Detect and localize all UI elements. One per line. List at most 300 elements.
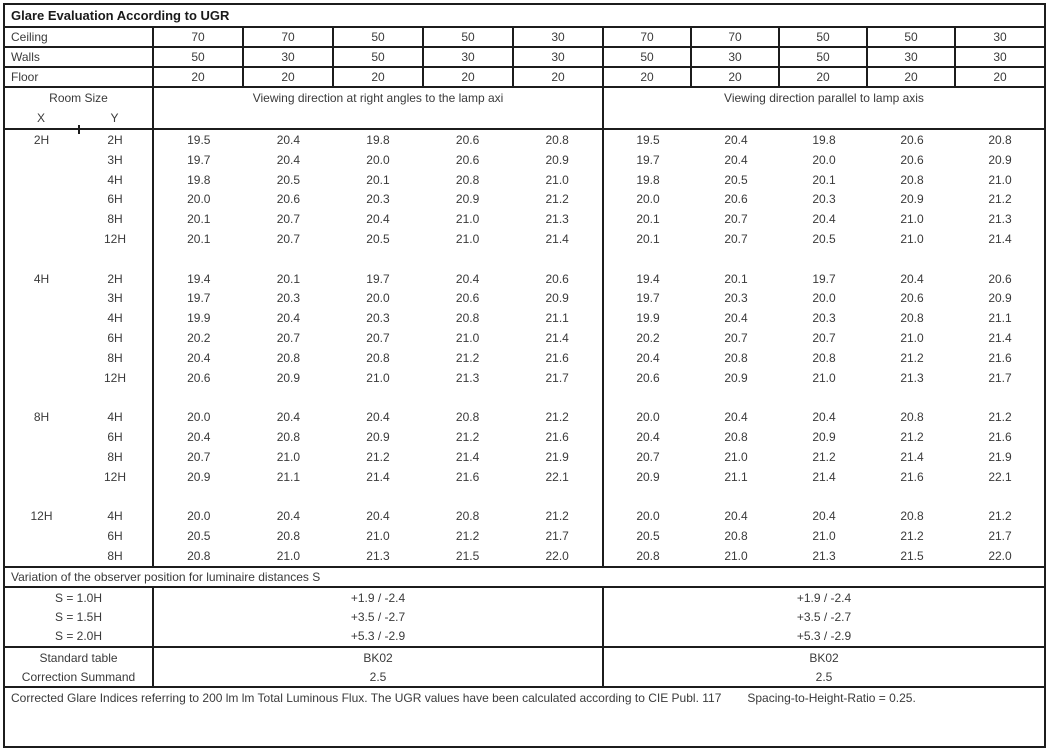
ugr-value: 19.9 — [187, 311, 211, 326]
surface-value: 20 — [154, 68, 244, 86]
ugr-value: 21.0 — [988, 172, 1012, 187]
ugr-value: 20.3 — [276, 291, 301, 306]
ugr-value: 20.5 — [276, 172, 301, 187]
room-y-label: 6H — [78, 189, 154, 209]
ugr-values-left — [154, 546, 604, 566]
ugr-values-right — [604, 546, 1044, 566]
ugr-value: 19.7 — [812, 271, 836, 286]
ugr-value: 20.5 — [636, 529, 660, 544]
room-y-label: 4H — [78, 308, 154, 328]
table-row — [5, 447, 1044, 467]
ugr-values-left — [154, 308, 604, 328]
surface-value: 70 — [154, 28, 244, 46]
room-x-label — [5, 308, 78, 328]
ugr-values-left — [154, 328, 604, 348]
surface-value: 20 — [514, 68, 604, 86]
ugr-value: 20.8 — [276, 529, 301, 544]
table-row — [5, 308, 1044, 328]
ugr-value: 20.8 — [276, 430, 301, 445]
ugr-value: 20.8 — [724, 529, 748, 544]
ugr-values-right — [604, 189, 1044, 209]
room-y-label: 8H — [78, 447, 154, 467]
ugr-value: 21.0 — [812, 529, 836, 544]
room-y-label — [78, 388, 154, 408]
ugr-values-left — [154, 427, 604, 447]
surface-value: 30 — [993, 30, 1007, 44]
ugr-value: 21.4 — [545, 331, 569, 346]
ugr-value: 20.4 — [276, 410, 301, 425]
ugr-value: 21.1 — [545, 311, 569, 326]
room-x-label — [5, 447, 78, 467]
ugr-value: 20.6 — [276, 192, 301, 207]
spacer-row — [5, 487, 1044, 507]
ugr-values-right — [604, 388, 1044, 408]
ugr-value: 21.4 — [900, 449, 924, 464]
room-y-label: 2H — [78, 269, 154, 289]
ugr-value: 20.6 — [900, 291, 924, 306]
ugr-value: 20.9 — [455, 192, 480, 207]
ugr-value: 20.0 — [812, 152, 836, 167]
surface-value: 20 — [692, 68, 780, 86]
ugr-value: 20.0 — [187, 410, 211, 425]
room-x-label — [5, 170, 78, 190]
left-section-header: Viewing direction at right angles to the lamp axi — [154, 88, 604, 128]
table-row — [5, 526, 1044, 546]
table-row — [5, 289, 1044, 309]
ugr-value: 20.9 — [187, 469, 211, 484]
ugr-values-right — [604, 289, 1044, 309]
surface-value: 70 — [244, 28, 334, 46]
spacer-row — [5, 249, 1044, 269]
ugr-value: 19.5 — [636, 132, 660, 147]
ugr-value: 21.1 — [276, 469, 301, 484]
x-column-header: X — [37, 111, 46, 125]
ugr-value: 21.2 — [455, 350, 480, 365]
ugr-value: 20.1 — [276, 271, 301, 286]
ugr-value: 21.0 — [812, 370, 836, 385]
ugr-value: 21.0 — [724, 548, 748, 563]
ugr-value: 21.6 — [545, 350, 569, 365]
ugr-value: 20.1 — [366, 172, 390, 187]
page-title: Glare Evaluation According to UGR — [5, 5, 1044, 28]
variation-row-value-left: +5.3 / -2.9 — [154, 627, 604, 646]
surface-value: 30 — [244, 48, 334, 66]
ugr-value: 19.8 — [636, 172, 660, 187]
table-row — [5, 467, 1044, 487]
ugr-value: 19.7 — [187, 291, 211, 306]
room-x-label — [5, 229, 78, 249]
summary-row-value-right: BK02 — [809, 650, 839, 665]
table-row — [5, 546, 1044, 566]
observer-variation-rows — [5, 588, 1044, 648]
ugr-value: 20.3 — [812, 192, 836, 207]
ugr-value: 20.7 — [276, 331, 301, 346]
ugr-value: 20.1 — [187, 212, 211, 227]
ugr-value: 21.4 — [545, 231, 569, 246]
surface-label: Walls — [5, 48, 154, 66]
ugr-value: 19.8 — [366, 132, 390, 147]
room-x-label — [5, 546, 78, 566]
ugr-value: 20.9 — [988, 291, 1012, 306]
ugr-value: 21.6 — [900, 469, 924, 484]
room-y-label: 6H — [78, 328, 154, 348]
ugr-value: 20.4 — [187, 430, 211, 445]
ugr-value: 20.9 — [988, 152, 1012, 167]
surface-value: 20 — [244, 68, 334, 86]
ugr-values-right — [604, 170, 1044, 190]
ugr-values-left — [154, 467, 604, 487]
surface-value: 50 — [868, 28, 956, 46]
ugr-value: 20.7 — [724, 331, 748, 346]
ugr-value: 20.7 — [276, 231, 301, 246]
table-row — [5, 328, 1044, 348]
surface-value: 30 — [424, 48, 514, 66]
surface-row — [5, 48, 1044, 68]
table-row — [5, 209, 1044, 229]
room-x-label — [5, 526, 78, 546]
ugr-value: 20.9 — [636, 469, 660, 484]
ugr-value: 19.8 — [812, 132, 836, 147]
variation-row-label: S = 1.5H — [5, 607, 154, 626]
ugr-value: 20.3 — [366, 192, 390, 207]
ugr-value: 20.7 — [724, 212, 748, 227]
ugr-value: 20.0 — [366, 152, 390, 167]
variation-row — [5, 627, 1044, 646]
ugr-value: 20.4 — [724, 311, 748, 326]
ugr-values-left — [154, 249, 604, 269]
ugr-value: 20.4 — [812, 212, 836, 227]
ugr-value: 21.1 — [988, 311, 1012, 326]
variation-row-value-right: +5.3 / -2.9 — [796, 629, 852, 644]
room-y-label: 12H — [78, 229, 154, 249]
room-x-label — [5, 189, 78, 209]
ugr-value: 21.3 — [900, 370, 924, 385]
ugr-value: 21.0 — [455, 212, 480, 227]
surface-value: 70 — [604, 28, 692, 46]
surface-value: 20 — [604, 68, 692, 86]
room-x-label — [5, 249, 78, 269]
ugr-values-left — [154, 189, 604, 209]
variation-row-value-left: +1.9 / -2.4 — [154, 588, 604, 607]
ugr-value: 21.3 — [366, 548, 390, 563]
ugr-values-right — [604, 407, 1044, 427]
ugr-value: 21.0 — [276, 548, 301, 563]
variation-row-label: S = 2.0H — [5, 627, 154, 646]
ugr-value: 20.5 — [187, 529, 211, 544]
room-size-header — [5, 88, 154, 128]
room-x-label — [5, 487, 78, 507]
ugr-values-right — [604, 487, 1044, 507]
ugr-value: 21.2 — [545, 410, 569, 425]
ugr-value: 20.4 — [724, 509, 748, 524]
footer-note — [5, 688, 1044, 746]
table-row — [5, 170, 1044, 190]
ugr-value: 20.1 — [636, 231, 660, 246]
ugr-value: 21.9 — [988, 449, 1012, 464]
table-row — [5, 189, 1044, 209]
room-x-label — [5, 467, 78, 487]
room-y-label: 4H — [78, 170, 154, 190]
room-y-label: 6H — [78, 427, 154, 447]
ugr-values-right — [604, 447, 1044, 467]
ugr-value: 20.4 — [724, 410, 748, 425]
ugr-value: 21.2 — [455, 430, 480, 445]
summary-row-value-left: 2.5 — [154, 667, 604, 686]
spacer-row — [5, 388, 1044, 408]
ugr-value: 21.2 — [988, 410, 1012, 425]
ugr-value: 21.7 — [545, 529, 569, 544]
ugr-value: 20.9 — [900, 192, 924, 207]
ugr-values-left — [154, 209, 604, 229]
ugr-value: 21.4 — [455, 449, 480, 464]
ugr-value: 21.7 — [988, 529, 1012, 544]
footer-text: Corrected Glare Indices referring to 200 lm lm Total Luminous Flux. The UGR values have been calculated according to CIE Publ. 117 — [11, 691, 722, 705]
ugr-value: 20.8 — [812, 350, 836, 365]
room-x-label: 2H — [33, 132, 50, 147]
ugr-values-right — [604, 269, 1044, 289]
ugr-value: 20.6 — [900, 152, 924, 167]
ugr-value: 20.8 — [187, 548, 211, 563]
ugr-value: 21.0 — [366, 529, 390, 544]
ugr-value: 20.0 — [187, 509, 211, 524]
ugr-value: 20.9 — [276, 370, 301, 385]
ugr-value: 20.1 — [187, 231, 211, 246]
ugr-values-right — [604, 467, 1044, 487]
ugr-value: 20.1 — [636, 212, 660, 227]
ugr-value: 20.8 — [900, 410, 924, 425]
table-header-row — [5, 88, 1044, 130]
y-column-header: Y — [110, 111, 119, 125]
ugr-value: 21.2 — [545, 509, 569, 524]
ugr-value: 20.3 — [724, 291, 748, 306]
ugr-value: 19.7 — [366, 271, 390, 286]
ugr-value: 20.7 — [276, 212, 301, 227]
room-y-label: 8H — [78, 209, 154, 229]
ugr-value: 22.0 — [988, 548, 1012, 563]
ugr-value: 20.4 — [636, 350, 660, 365]
ugr-value: 20.4 — [812, 410, 836, 425]
ugr-value: 21.1 — [724, 469, 748, 484]
room-x-label — [5, 328, 78, 348]
ugr-value: 21.2 — [988, 509, 1012, 524]
ugr-value: 21.4 — [812, 469, 836, 484]
surface-value: 30 — [692, 48, 780, 66]
ugr-value: 20.8 — [455, 311, 480, 326]
ugr-value: 20.9 — [724, 370, 748, 385]
ugr-value: 20.6 — [636, 370, 660, 385]
ugr-value: 20.2 — [187, 331, 211, 346]
table-row — [5, 150, 1044, 170]
ugr-value: 20.4 — [366, 410, 390, 425]
ugr-value: 20.6 — [724, 192, 748, 207]
ugr-value: 19.7 — [187, 152, 211, 167]
room-x-label: 8H — [33, 410, 50, 425]
ugr-value: 20.4 — [724, 152, 748, 167]
ugr-values-left — [154, 388, 604, 408]
ugr-value: 22.0 — [545, 548, 569, 563]
ugr-value: 20.9 — [545, 291, 569, 306]
room-x-label — [5, 348, 78, 368]
ugr-value: 20.8 — [455, 410, 480, 425]
summary-rows — [5, 648, 1044, 688]
ugr-value: 20.4 — [276, 311, 301, 326]
ugr-value: 20.4 — [187, 350, 211, 365]
ugr-value: 20.4 — [276, 132, 301, 147]
room-y-label: 8H — [78, 546, 154, 566]
ugr-value: 20.4 — [366, 509, 390, 524]
variation-row-value-right: +3.5 / -2.7 — [796, 609, 852, 624]
ugr-value: 21.0 — [724, 449, 748, 464]
ugr-value: 20.6 — [988, 271, 1012, 286]
room-x-label — [5, 150, 78, 170]
ugr-value: 20.6 — [455, 291, 480, 306]
ugr-value: 22.1 — [988, 469, 1012, 484]
ugr-value: 20.3 — [366, 311, 390, 326]
ugr-value: 20.8 — [636, 548, 660, 563]
ugr-value: 20.0 — [636, 192, 660, 207]
ugr-value: 19.9 — [636, 311, 660, 326]
ugr-value: 21.5 — [455, 548, 480, 563]
ugr-value: 21.6 — [455, 469, 480, 484]
surface-value: 30 — [514, 28, 604, 46]
summary-row-label: Standard table — [5, 648, 154, 667]
ugr-value: 20.4 — [455, 271, 480, 286]
ugr-value: 21.2 — [900, 529, 924, 544]
ugr-value: 20.8 — [900, 509, 924, 524]
room-x-label: 12H — [30, 509, 53, 524]
ugr-value: 19.7 — [636, 152, 660, 167]
room-y-label: 4H — [78, 407, 154, 427]
ugr-values-right — [604, 150, 1044, 170]
ugr-value: 21.4 — [988, 331, 1012, 346]
ugr-values-right — [604, 328, 1044, 348]
ugr-value: 21.5 — [900, 548, 924, 563]
ugr-value: 21.2 — [812, 449, 836, 464]
ugr-value: 20.5 — [366, 231, 390, 246]
ugr-value: 20.2 — [636, 331, 660, 346]
ugr-values-left — [154, 487, 604, 507]
summary-row-value-left: BK02 — [154, 648, 604, 667]
ugr-value: 21.7 — [545, 370, 569, 385]
ugr-value: 20.4 — [636, 430, 660, 445]
ugr-value: 21.2 — [900, 430, 924, 445]
variation-row-value-left: +3.5 / -2.7 — [154, 607, 604, 626]
ugr-value: 21.2 — [900, 350, 924, 365]
ugr-value: 19.8 — [187, 172, 211, 187]
surface-value: 20 — [334, 68, 424, 86]
ugr-value: 22.1 — [545, 469, 569, 484]
surface-value: 30 — [993, 50, 1007, 64]
ugr-value: 20.7 — [812, 331, 836, 346]
room-x-label — [5, 427, 78, 447]
variation-row-label: S = 1.0H — [5, 588, 154, 607]
ugr-table — [3, 3, 1046, 748]
xy-divider-tick — [78, 125, 80, 134]
ugr-value: 21.3 — [988, 212, 1012, 227]
ugr-values-left — [154, 130, 604, 150]
ugr-value: 21.4 — [366, 469, 390, 484]
ugr-value: 19.7 — [636, 291, 660, 306]
ugr-value: 21.3 — [455, 370, 480, 385]
ugr-value: 20.8 — [988, 132, 1012, 147]
ugr-value: 19.4 — [187, 271, 211, 286]
ugr-value: 20.8 — [545, 132, 569, 147]
ugr-value: 21.0 — [545, 172, 569, 187]
ugr-values-right — [604, 249, 1044, 269]
data-region — [5, 130, 1044, 568]
ugr-values-right — [604, 130, 1044, 150]
table-row — [5, 269, 1044, 289]
ugr-value: 20.8 — [276, 350, 301, 365]
ugr-value: 20.0 — [636, 509, 660, 524]
ugr-values-left — [154, 506, 604, 526]
room-x-label — [5, 289, 78, 309]
ugr-value: 20.8 — [455, 509, 480, 524]
ugr-value: 21.0 — [455, 231, 480, 246]
table-row — [5, 506, 1044, 526]
ugr-values-left — [154, 269, 604, 289]
room-y-label: 2H — [78, 130, 154, 150]
surface-value: 20 — [424, 68, 514, 86]
ugr-values-left — [154, 447, 604, 467]
ugr-value: 20.8 — [900, 311, 924, 326]
surface-row — [5, 28, 1044, 48]
surface-value: 50 — [424, 28, 514, 46]
room-y-label — [78, 249, 154, 269]
ugr-value: 21.3 — [812, 548, 836, 563]
ugr-value: 20.6 — [455, 132, 480, 147]
room-x-label — [5, 209, 78, 229]
summary-row — [5, 667, 1044, 686]
summary-row-label: Correction Summand — [5, 667, 154, 686]
ugr-value: 20.8 — [366, 350, 390, 365]
ugr-values-left — [154, 289, 604, 309]
room-y-label: 12H — [78, 368, 154, 388]
ugr-values-right — [604, 427, 1044, 447]
ugr-value: 19.5 — [187, 132, 211, 147]
surface-label: Floor — [5, 68, 154, 86]
ugr-values-left — [154, 526, 604, 546]
ugr-values-right — [604, 229, 1044, 249]
surface-value: 30 — [514, 48, 604, 66]
variation-row — [5, 607, 1044, 626]
ugr-values-left — [154, 368, 604, 388]
ugr-value: 20.9 — [812, 430, 836, 445]
ugr-value: 20.6 — [455, 152, 480, 167]
surface-value: 20 — [868, 68, 956, 86]
table-row — [5, 348, 1044, 368]
ugr-values-right — [604, 526, 1044, 546]
ugr-value: 20.6 — [545, 271, 569, 286]
room-y-label: 4H — [78, 506, 154, 526]
ugr-values-left — [154, 150, 604, 170]
ugr-value: 20.5 — [812, 231, 836, 246]
table-row — [5, 229, 1044, 249]
surface-value: 50 — [334, 28, 424, 46]
room-size-label: Room Size — [49, 91, 108, 105]
ugr-values-left — [154, 229, 604, 249]
ugr-value: 20.1 — [812, 172, 836, 187]
spacing-to-height-ratio: Spacing-to-Height-Ratio = 0.25. — [747, 691, 916, 705]
surface-row — [5, 68, 1044, 88]
ugr-value: 20.1 — [724, 271, 748, 286]
ugr-value: 20.9 — [366, 430, 390, 445]
ugr-value: 20.0 — [636, 410, 660, 425]
summary-row-value-right: 2.5 — [815, 669, 833, 684]
ugr-value: 21.2 — [545, 192, 569, 207]
ugr-value: 20.7 — [187, 449, 211, 464]
ugr-value: 21.4 — [988, 231, 1012, 246]
